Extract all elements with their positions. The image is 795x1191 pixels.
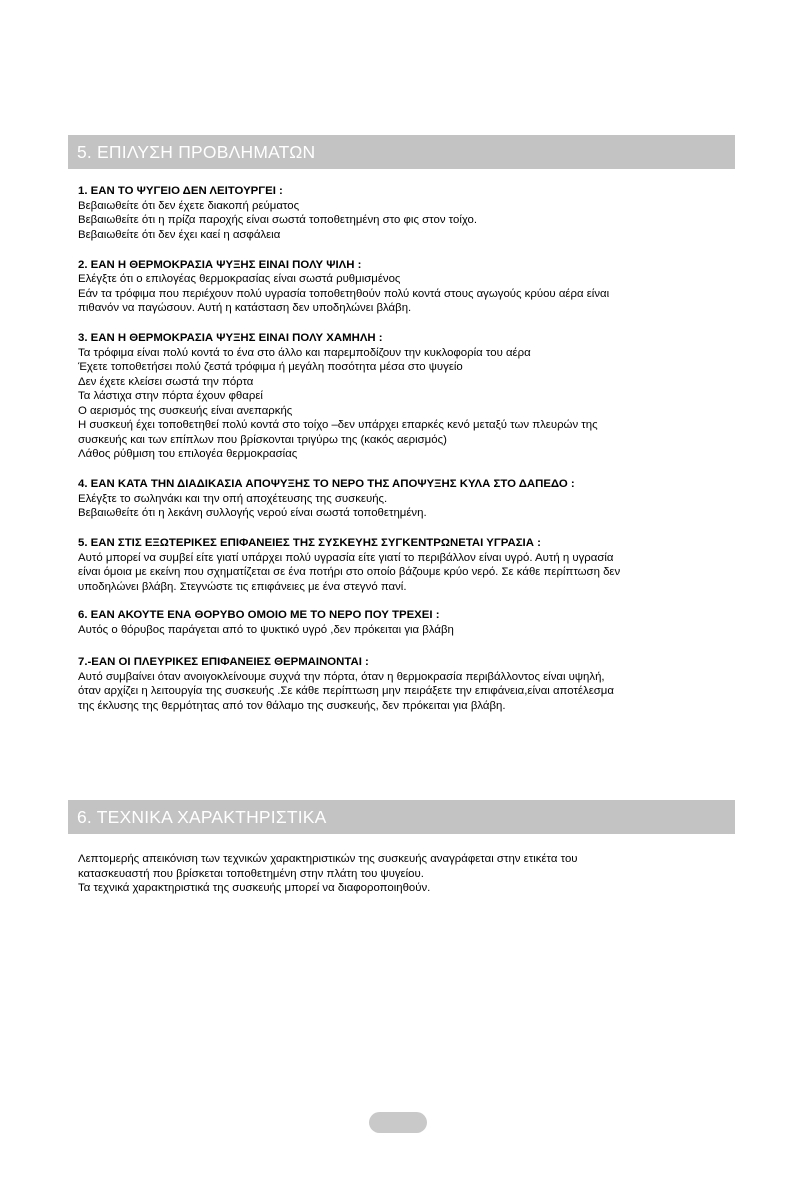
- item-line: Ελέγξτε το σωληνάκι και την οπή αποχέτευσης της συσκευής.: [78, 492, 388, 505]
- technical-specs-section: [78, 852, 728, 896]
- item-line: Ο αερισμός της συσκευής είναι ανεπαρκής: [78, 404, 293, 417]
- item-line: Βεβαιωθείτε ότι δεν έχει καεί η ασφάλεια: [78, 228, 281, 241]
- section-5-title: 5. ΕΠΙΛΥΣΗ ΠΡΟΒΛΗΜΑΤΩΝ: [68, 135, 735, 169]
- item-heading: 1. ΕΑΝ ΤΟ ΨΥΓΕΙΟ ΔΕΝ ΛΕΙΤΟΥΡΓΕΙ :: [78, 185, 283, 197]
- item-line: Ελέγξτε ότι ο επιλογέας θερμοκρασίας είναι σωστά ρυθμισμένος: [78, 273, 401, 285]
- troubleshooting-item: [78, 536, 728, 594]
- item-line: Τα τρόφιμα είναι πολύ κοντά το ένα στο άλλο και παρεμποδίζουν την κυκλοφορία του αέρα: [78, 346, 531, 359]
- item-heading: 3. ΕΑΝ Η ΘΕΡΜΟΚΡΑΣΙΑ ΨΥΞΗΣ ΕΙΝΑΙ ΠΟΛΥ ΧΑΜΗΛΗ :: [78, 332, 383, 344]
- item-heading: 4. ΕΑΝ ΚΑΤΑ ΤΗΝ ΔΙΑΔΙΚΑΣΙΑ ΑΠΟΨΥΞΗΣ ΤΟ ΝΕΡΟ ΤΗΣ ΑΠΟΨΥΞΗΣ ΚΥΛΑ ΣΤΟ ΔΑΠΕΔΟ :: [78, 478, 575, 490]
- item-line: Αυτό μπορεί να συμβεί είτε γιατί υπάρχει πολύ υγρασία είτε γιατί το περιβάλλον είναι υγρό. Αυτή η υγρασία: [78, 551, 614, 564]
- item-line: Βεβαιωθείτε ότι η πρίζα παροχής είναι σωστά τοποθετημένη στο φις στον τοίχο.: [78, 214, 478, 226]
- item-line: Τα λάστιχα στην πόρτα έχουν φθαρεί: [78, 390, 263, 402]
- item-heading: 7.-ΕΑΝ ΟΙ ΠΛΕΥΡΙΚΕΣ ΕΠΙΦΑΝΕΙΕΣ ΘΕΡΜΑΙΝΟΝΤΑΙ :: [78, 656, 369, 668]
- troubleshooting-item: [78, 655, 728, 713]
- item-line: Βεβαιωθείτε ότι η λεκάνη συλλογής νερού είναι σωστά τοποθετημένη.: [78, 507, 427, 519]
- spec-line: κατασκευαστή που βρίσκεται τοποθετημένη στην πλάτη του ψυγείου.: [78, 867, 424, 880]
- spec-line: Λεπτομερής απεικόνιση των τεχνικών χαρακτηριστικών της συσκευής αναγράφεται στην ετικέτα του: [78, 853, 578, 865]
- troubleshooting-item: [78, 477, 728, 521]
- item-line: της έκλυσης της θερμότητας από τον θάλαμο της συσκευής, δεν πρόκειται για βλάβη.: [78, 699, 506, 712]
- item-heading: 2. ΕΑΝ Η ΘΕΡΜΟΚΡΑΣΙΑ ΨΥΞΗΣ ΕΙΝΑΙ ΠΟΛΥ ΨΙΛΗ :: [78, 258, 362, 271]
- item-line: υποδηλώνει βλάβη. Στεγνώστε τις επιφάνειες με ένα στεγνό πανί.: [78, 580, 407, 593]
- item-line: Λάθος ρύθμιση του επιλογέα θερμοκρασίας: [78, 448, 298, 460]
- page-number-tab: [369, 1112, 427, 1133]
- troubleshooting-item: [78, 258, 728, 316]
- spec-line: Τα τεχνικά χαρακτηριστικά της συσκευής μπορεί να διαφοροποιηθούν.: [78, 882, 431, 894]
- item-line: όταν αρχίζει η λειτουργία της συσκευής .Σε κάθε περίπτωση μην πειράξετε την επιφάνεια,είναι αποτέλεσμα: [78, 685, 614, 697]
- item-line: Εάν τα τρόφιμα που περιέχουν πολύ υγρασία τοποθετηθούν πολύ κοντά στους αγωγούς κρύου αέρα είναι: [78, 287, 610, 300]
- troubleshooting-item: [78, 331, 728, 462]
- item-line: είναι όμοια με εκείνη που σχηματίζεται σε ένα ποτήρι στο οποίο βάζουμε κρύο νερό. Σε κάθε περίπτωση δεν: [78, 566, 621, 578]
- item-heading: 6. ΕΑΝ ΑΚΟΥΤΕ ΕΝΑ ΘΟΡΥΒΟ ΟΜΟΙΟ ΜΕ ΤΟ ΝΕΡΟ ΠΟΥ ΤΡΕΧΕΙ :: [78, 609, 440, 621]
- item-line: Δεν έχετε κλείσει σωστά την πόρτα: [78, 375, 254, 388]
- item-line: Αυτό συμβαίνει όταν ανοιγοκλείνουμε συχνά την πόρτα, όταν η θερμοκρασία περιβάλλοντος είναι υψηλή,: [78, 670, 605, 683]
- troubleshooting-item: [78, 608, 728, 637]
- item-line: Η συσκευή έχει τοποθετηθεί πολύ κοντά στο τοίχο –δεν υπάρχει επαρκές κενό μεταξύ των πλευρών της: [78, 419, 598, 431]
- item-line: Αυτός ο θόρυβος παράγεται από το ψυκτικό υγρό ,δεν πρόκειται για βλάβη: [78, 623, 454, 636]
- item-heading: 5. ΕΑΝ ΣΤΙΣ ΕΞΩΤΕΡΙΚΕΣ ΕΠΙΦΑΝΕΙΕΣ ΤΗΣ ΣΥΣΚΕΥΗΣ ΣΥΓΚΕΝΤΡΩΝΕΤΑΙ ΥΓΡΑΣΙΑ :: [78, 537, 541, 549]
- item-line: Βεβαιωθείτε ότι δεν έχετε διακοπή ρεύματος: [78, 199, 300, 212]
- item-line: πιθανόν να παγώσουν. Αυτή η κατάσταση δεν υποδηλώνει βλάβη.: [78, 302, 412, 314]
- item-line: συσκευής και των επίπλων που βρίσκονται τριγύρω της (κακός αερισμός): [78, 433, 447, 446]
- item-line: Έχετε τοποθετήσει πολύ ζεστά τρόφιμα ή μεγάλη ποσότητα μέσα στο ψυγείο: [78, 361, 463, 373]
- troubleshooting-section: [78, 184, 728, 729]
- troubleshooting-item: [78, 184, 728, 242]
- section-6-title: 6. ΤΕΧΝΙΚΑ ΧΑΡΑΚΤΗΡΙΣΤΙΚΑ: [68, 800, 735, 834]
